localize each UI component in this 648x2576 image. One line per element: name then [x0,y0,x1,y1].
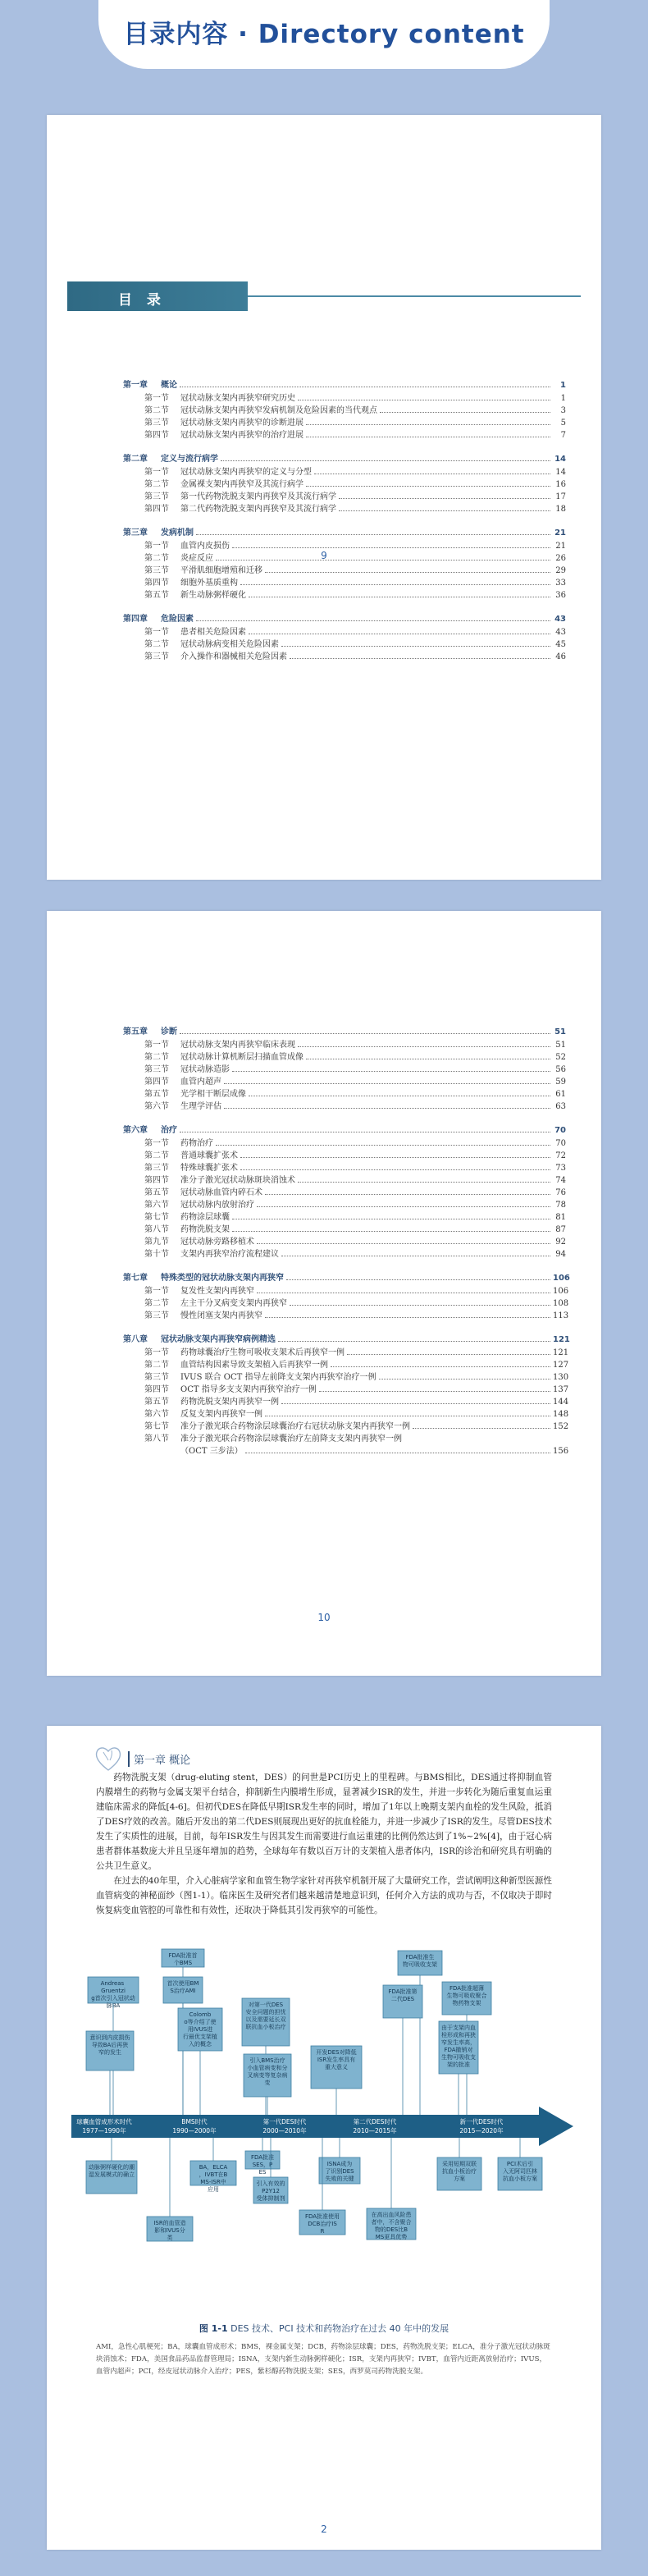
section-title: 金属裸支架内再狭窄及其流行病学 [180,480,303,489]
figure-caption [47,2322,601,2335]
toc-section[interactable] [123,1074,566,1087]
toc-section[interactable] [123,649,566,661]
section-page: 7 [560,431,566,440]
page-number: 2 [321,2523,327,2535]
toc-section[interactable] [123,1222,566,1234]
section-number: 第二节 [144,1361,169,1370]
section-number: 第二节 [144,640,169,649]
milestone-text: ISR的血管造影和IVUS分类 [153,2220,186,2241]
section-title: 冠状动脉支架内再狭窄的治疗进展 [180,431,303,440]
era-label: 第一代DES时代 [262,2118,307,2125]
milestone-text: 引入BMS治疗小血管病变和分叉病变等复杂病变 [247,2057,288,2086]
section-title: 血管结构因素导致支架植入后再狭窄一例 [180,1361,328,1370]
milestone-text: 引入有效的 P2Y12 受体抑制剂 [256,2180,285,2202]
chapter-page: 1 [560,381,566,390]
leader-dots [379,1379,550,1380]
section-number: 第二节 [144,1299,169,1308]
era-label: 球囊血管成形术时代 [76,2118,132,2125]
leader-dots [240,1169,550,1170]
leader-dots [196,534,550,535]
leader-dots [232,547,550,548]
section-title: 冠状动脉支架内再狭窄临床表现 [180,1041,295,1050]
section-number: 第五节 [144,591,169,600]
leader-dots [265,572,550,573]
section-title: 准分子激光冠状动脉斑块消蚀术 [180,1176,295,1185]
section-title: 复发性支架内再狭窄 [180,1287,254,1296]
toc-section[interactable] [123,1431,566,1444]
toc-section[interactable] [123,1099,566,1111]
section-page: 156 [553,1447,569,1456]
page-header [0,0,648,69]
section-number: 第四节 [144,505,169,514]
leader-dots [196,620,550,621]
section-page: 1 [560,394,566,403]
section-title: 冠状动脉内放射治疗 [180,1201,254,1210]
toc-section[interactable] [123,428,566,440]
section-number: 第四节 [144,431,169,440]
toc-section[interactable] [123,637,566,649]
section-number: 第七节 [144,1422,169,1431]
section-number: 第三节 [144,652,169,661]
section-number: 第二节 [144,480,169,489]
toc-section[interactable] [123,1062,566,1074]
leader-dots [224,1083,550,1084]
section-title: 新生动脉粥样硬化 [180,591,246,600]
section-title: 准分子激光联合药物涂层球囊治疗左前降支支架内再狭窄一例 [180,1434,402,1444]
toc-section[interactable] [123,415,566,428]
leader-dots [180,1033,550,1034]
milestone-text: PCI术后引入无阿司匹林抗血小板方案 [503,2161,537,2182]
section-number: 第二节 [144,554,169,563]
section-number: 第六节 [144,1102,169,1111]
chapter-number: 第二章 [123,455,148,464]
toc-section[interactable] [123,1173,566,1185]
section-number: 第二节 [144,406,169,415]
leader-dots [339,510,550,511]
header-title: 目录内容 · Directory content [123,20,525,49]
section-page: 46 [555,652,566,661]
section-number: 第一节 [144,1287,169,1296]
toc-section[interactable] [123,1160,566,1173]
toc-section[interactable] [123,1444,569,1456]
leader-dots [281,646,550,647]
section-title: 冠状动脉支架内再狭窄的定义与分型 [180,468,312,477]
toc-section[interactable] [123,1345,569,1357]
section-number: 第二节 [144,1151,169,1160]
section-page: 94 [555,1250,566,1259]
section-title: 介入操作和器械相关危险因素 [180,652,287,661]
section-title: IVUS 联合 OCT 指导左前降支支架内再狭窄治疗一例 [180,1373,376,1382]
chapter-title: 危险因素 [161,615,194,624]
toc-section[interactable] [123,391,566,403]
section-title: 第一代药物洗脱支架内再狭窄及其流行病学 [180,492,336,501]
section-number: 第三节 [144,1373,169,1382]
milestone-text: FDA批准超薄生物可吸收聚合物药物支架 [446,1985,487,2006]
body-text [96,1770,552,1918]
section-title: 左主干分叉病变支架内再狭窄 [180,1299,287,1308]
section-page: 29 [555,566,566,575]
chapter-tag-label: 第一章 概论 [128,1751,190,1767]
toc-section[interactable] [123,588,566,600]
chapter-number: 第三章 [123,528,148,538]
toc-chapter[interactable] [123,1024,566,1037]
page-number: 10 [317,1612,331,1623]
section-number: 第六节 [144,1410,169,1419]
toc-section[interactable] [123,1370,569,1382]
section-title: 血管内皮损伤 [180,542,230,551]
section-title: 冠状动脉支架内再狭窄的诊断进展 [180,419,303,428]
toc-section[interactable] [123,1037,566,1050]
toc-section[interactable] [123,538,566,551]
toc-chapter[interactable] [123,525,566,538]
section-page: 73 [555,1164,566,1173]
toc-list-2 [123,1024,570,1456]
chapter-title: 治疗 [161,1126,177,1135]
chapter-title: 冠状动脉支架内再狭窄病例精选 [161,1335,276,1344]
leader-dots [290,1305,550,1306]
paragraph: 药物洗脱支架（drug-eluting stent，DES）的问世是PCI历史上的里程碑。与BMS相比，DES通过将抑制血管内膜增生的药物与金属支架平台结合，抑制新生内膜增生形成，显著减少ISR的发生，并进一步转化为随后重复血运重建临床需求的降低[4-6]。但初代DES在降低早期ISR发生率的同时，增加了1年以上晚期支架内血栓的发生风险，抵消了DES疗效的改善。随后开发出的第二代DES则展现出更好的抗血栓能力，并进一步减少了ISR的发生。尽管DES技术发生了实质性的进展，目前，每年ISR发生与因其发生而需要进行血运重建的比例仍然达到了1%~2%[4]，由于冠心病患者群体基数庞大并且呈逐年增加的趋势，全球每年有数以百万计的支架植入患者体内，ISR的诊治和研究具有明确的公共卫生意义。 [96,1773,552,1871]
leader-dots [265,1194,550,1195]
section-page: 72 [555,1151,566,1160]
section-number: 第三节 [144,1164,169,1173]
milestone-text: FDA批准 SES，P ES [250,2154,275,2176]
toc-section[interactable] [123,1087,566,1099]
content-page [47,1726,601,2550]
section-title: 冠状动脉病变相关危险因素 [180,640,279,649]
toc-section[interactable] [123,1407,569,1419]
milestone-text: FDA批准首个BMS [168,1952,198,1966]
milestone-text: 在高出血风险患者中，不含聚合物的DES比B MS更具优势 [371,2212,412,2240]
era-years: 2015—2020年 [459,2127,504,2134]
section-title: 药物洗脱支架内再狭窄一例 [180,1398,279,1407]
section-number: 第四节 [144,1385,169,1394]
milestone-text: 意识到内皮损伤导致BA后再狭窄的发生 [89,2034,130,2056]
leader-dots [240,1157,550,1158]
toc-section[interactable] [123,477,566,489]
section-page: 121 [553,1348,569,1357]
leader-dots [232,1231,550,1232]
section-title: 药物洗脱支架 [180,1225,230,1234]
section-page: 152 [553,1422,569,1431]
section-number: 第三节 [144,1065,169,1074]
section-page: 3 [560,406,566,415]
toc-chapter[interactable] [123,451,566,464]
toc-title-bar [67,281,581,311]
section-page: 137 [553,1385,569,1394]
era-label: BMS时代 [181,2118,208,2125]
section-title: 药物治疗 [180,1139,213,1148]
section-number: 第十节 [144,1250,169,1259]
leader-dots [240,584,550,585]
chapter-title: 诊断 [161,1027,177,1036]
milestone-text: FDA批准使用 DCB治疗IS R [304,2213,340,2235]
milestone-text: 动脉粥样硬化的潮湿发展模式的确立 [89,2164,135,2178]
section-number: 第一节 [144,1041,169,1050]
figure-caption-text: DES 技术、PCI 技术和药物治疗在过去 40 年中的发展 [230,2323,449,2334]
section-title: 药物涂层球囊 [180,1213,230,1222]
section-number: 第一节 [144,468,169,477]
milestone-text: 对第一代DES 安全问题的担忧以及需要延长双联抗血小板治疗 [245,2002,286,2030]
leader-dots [413,1428,550,1429]
chapter-page: 106 [553,1274,570,1283]
leader-dots [286,1279,550,1280]
chapter-number: 第四章 [123,615,148,624]
section-page: 26 [555,554,566,563]
section-title: 血管内超声 [180,1078,221,1087]
section-page: 127 [553,1361,569,1370]
section-number: 第七节 [144,1213,169,1222]
section-page: 144 [553,1398,569,1407]
section-title: 冠状动脉支架内再狭窄研究历史 [180,394,295,403]
section-number: 第五节 [144,1090,169,1099]
section-title: 慢性闭塞支架内再狭窄 [180,1311,262,1320]
toc-section[interactable] [123,1394,569,1407]
leader-dots [339,498,550,499]
leader-dots [257,1243,550,1244]
chapter-title: 定义与流行病学 [161,455,218,464]
milestone-text: 采用短期双联抗血小板治疗方案 [442,2161,477,2182]
section-page: 56 [555,1065,566,1074]
toc-section[interactable] [123,1136,566,1148]
leader-dots [278,1341,550,1342]
section-page: 45 [555,640,566,649]
chapter-title: 概论 [161,381,177,390]
chapter-page: 70 [554,1126,566,1135]
toc-chapter[interactable] [123,1332,570,1345]
toc-section[interactable] [123,1382,569,1394]
section-page: 92 [555,1238,566,1247]
toc-section[interactable] [123,1419,569,1431]
toc-section[interactable] [123,489,566,501]
section-number: 第六节 [144,1201,169,1210]
section-number: 第三节 [144,566,169,575]
chapter-title: 特殊类型的冠状动脉支架内再狭窄 [161,1274,284,1283]
section-page: 70 [555,1139,566,1148]
section-title: 第二代药物洗脱支架内再狭窄及其流行病学 [180,505,336,514]
section-title: OCT 指导多支支架内再狭窄治疗一例 [180,1385,317,1394]
paragraph: 在过去的40年里，介入心脏病学家和血管生物学家针对再狭窄机制开展了大量研究工作，尝试阐明这种新型医源性血管病变的神秘面纱（图1-1）。临床医生及研究者们越来越清楚地意识到，任何介入方法的成功与否，不仅取决于即时恢复病变血管腔的可靠性和有效性，还取决于降低其引发再狭窄的可能性。 [96,1876,552,1915]
section-number: 第一节 [144,394,169,403]
chapter-number: 第五章 [123,1027,148,1036]
toc-section[interactable] [123,1234,566,1247]
section-number: 第五节 [144,1188,169,1197]
chapter-number: 第七章 [123,1274,148,1283]
leader-dots [232,1071,550,1072]
section-number: 第八节 [144,1225,169,1234]
section-page: 74 [555,1176,566,1185]
section-page: 36 [555,591,566,600]
milestone-text: BA，ELCA ，IVBT在B MS-ISR中应用 [199,2164,228,2193]
section-title: 冠状动脉旁路移植术 [180,1238,254,1247]
section-number: 第八节 [144,1434,169,1444]
leader-dots [298,1046,550,1047]
section-title: 冠状动脉血管内碎石术 [180,1188,262,1197]
toc-chapter[interactable] [123,611,566,625]
section-page: 130 [553,1373,569,1382]
chapter-page: 51 [554,1027,566,1036]
section-page: 81 [555,1213,566,1222]
milestone-text: Andreas Gruentzi g首次引入冠状动脉BA [91,1980,135,2009]
section-title: 支架内再狭窄治疗流程建议 [180,1250,279,1259]
section-title: 冠状动脉计算机断层扫描血管成像 [180,1053,303,1062]
section-title: 普通球囊扩张术 [180,1151,238,1160]
chapter-page: 14 [554,455,566,464]
section-number: 第九节 [144,1238,169,1247]
leader-dots [265,1317,550,1318]
section-page: 108 [553,1299,569,1308]
section-page: 59 [555,1078,566,1087]
section-number: 第四节 [144,1078,169,1087]
toc-section[interactable] [123,1210,566,1222]
section-page: 61 [555,1090,566,1099]
toc-section[interactable] [123,563,566,575]
section-page: 63 [555,1102,566,1111]
section-number: 第三节 [144,492,169,501]
milestone-text: 首次使用BM S治疗AMI [167,1980,199,1994]
section-page: 18 [555,505,566,514]
chapter-number: 第一章 [123,381,148,390]
milestone-text: FDA批准生物可吸收支架 [403,1954,437,1968]
section-title: 平滑肌细胞增殖和迁移 [180,566,262,575]
toc-section[interactable] [123,1283,569,1296]
toc-section[interactable] [123,1247,566,1259]
section-title: 冠状动脉造影 [180,1065,230,1074]
leader-dots [306,486,550,487]
toc-section[interactable] [123,1296,569,1308]
toc-section[interactable] [123,1148,566,1160]
section-number: 第五节 [144,1398,169,1407]
milestone-text: 由于支架内血栓形成和再狭窄发生率高， FDA撤销对生物可吸收支架的批准 [441,2025,476,2068]
section-page: 33 [555,579,566,588]
section-title: 炎症反应 [180,554,213,563]
section-page: 51 [555,1041,566,1050]
section-title: 生理学评估 [180,1102,221,1111]
leader-dots [257,1206,550,1207]
toc-section[interactable] [123,501,566,514]
chapter-title: 发病机制 [161,528,194,538]
section-page: 17 [555,492,566,501]
toc-section[interactable] [123,1050,566,1062]
toc-section[interactable] [123,464,566,477]
milestone-text: Colomb o等介绍了使用IVUS进行最优支架植入的概念 [183,2011,217,2048]
chapter-page: 121 [553,1335,570,1344]
toc-section[interactable] [123,403,566,415]
section-number: 第四节 [144,1176,169,1185]
milestone-text: 开发DES对降低 ISR发生率具有重大意义 [316,2049,357,2070]
leader-dots [319,1391,550,1392]
toc-title-rule [248,295,581,297]
leader-dots [224,1108,550,1109]
section-page: 76 [555,1188,566,1197]
section-title: （OCT 三步法） [180,1447,243,1456]
leader-dots [306,424,550,425]
section-page: 87 [555,1225,566,1234]
era-years: 2000—2010年 [262,2127,307,2134]
section-page: 43 [555,628,566,637]
era-years: 1977—1990年 [82,2127,126,2134]
chapter-number: 第六章 [123,1126,148,1135]
timeline-figure [71,1946,577,2299]
section-page: 78 [555,1201,566,1210]
section-number: 第四节 [144,579,169,588]
section-page: 148 [553,1410,569,1419]
section-title: 光学相干断层成像 [180,1090,246,1099]
section-number: 第一节 [144,1139,169,1148]
section-title: 反复支架内再狭窄一例 [180,1410,262,1419]
section-page: 113 [553,1311,569,1320]
chapter-number: 第八章 [123,1335,148,1344]
leader-dots [298,1182,550,1183]
era-years: 2010—2015年 [353,2127,397,2134]
toc-section[interactable] [123,1308,569,1320]
toc-section[interactable] [123,625,566,637]
section-title: 患者相关危险因素 [180,628,246,637]
leader-dots [331,1366,550,1367]
section-page: 14 [555,468,566,477]
era-label: 新一代DES时代 [459,2118,504,2125]
leader-dots [290,658,550,659]
section-number: 第一节 [144,542,169,551]
page-number: 9 [321,550,327,561]
milestone-text: ISNA成为了识别DES 失败的关键 [325,2161,354,2182]
toc-chapter[interactable] [123,1123,566,1136]
toc-section[interactable] [123,1197,566,1210]
toc-section[interactable] [123,1185,566,1197]
toc-chapter[interactable] [123,1270,570,1283]
figure-caption-number: 图 1-1 [199,2323,228,2334]
toc-chapter[interactable] [123,377,566,391]
section-title: 冠状动脉支架内再狭窄发病机制及危险因素的当代观点 [180,406,377,415]
section-number: 第二节 [144,1053,169,1062]
section-page: 106 [553,1287,569,1296]
section-number: 第一节 [144,1348,169,1357]
milestone-text: FDA批准第二代DES [388,1988,418,2002]
section-number: 第一节 [144,628,169,637]
leader-dots [347,1354,550,1355]
era-years: 1990—2000年 [172,2127,217,2134]
toc-section[interactable] [123,575,566,588]
toc-section[interactable] [123,1357,569,1370]
section-title: 特殊球囊扩张术 [180,1164,238,1173]
section-number: 第三节 [144,419,169,428]
section-page: 52 [555,1053,566,1062]
section-page: 16 [555,480,566,489]
section-page: 5 [560,419,566,428]
toc-page-2 [47,911,601,1676]
abbreviation-note: AMI，急性心肌梗死；BA，球囊血管成形术；BMS，裸金属支架；DCB，药物涂层球囊；DES，药物洗脱支架；ELCA，准分子激光冠状动脉斑块消蚀术；FDA，美国食品药品监督管理局；ISNA，支架内新生动脉粥样硬化；ISR，支架内再狭窄；IVBT，血管内近距离放射治疗；IVUS，血管内超声；PCI，经皮冠状动脉介入治疗；PES，紫杉醇药物洗脱支架；SES，西罗莫司药物洗脱支架。 [96,2343,550,2376]
chapter-page: 21 [554,528,566,538]
chapter-page: 43 [554,615,566,624]
section-title: 准分子激光联合药物涂层球囊治疗右冠状动脉支架内再狭窄一例 [180,1422,410,1431]
leader-dots [216,1145,550,1146]
section-title: 药物球囊治疗生物可吸收支架术后再狭窄一例 [180,1348,345,1357]
section-page: 21 [555,542,566,551]
toc-page-1 [47,115,601,880]
era-label: 第二代DES时代 [353,2118,397,2125]
leader-dots [380,412,550,413]
leader-dots [221,460,550,461]
section-title: 细胞外基质重构 [180,579,238,588]
toc-list-1 [123,377,566,661]
toc-title: 目 录 [118,292,166,309]
section-number: 第三节 [144,1311,169,1320]
leader-dots [281,1403,550,1404]
